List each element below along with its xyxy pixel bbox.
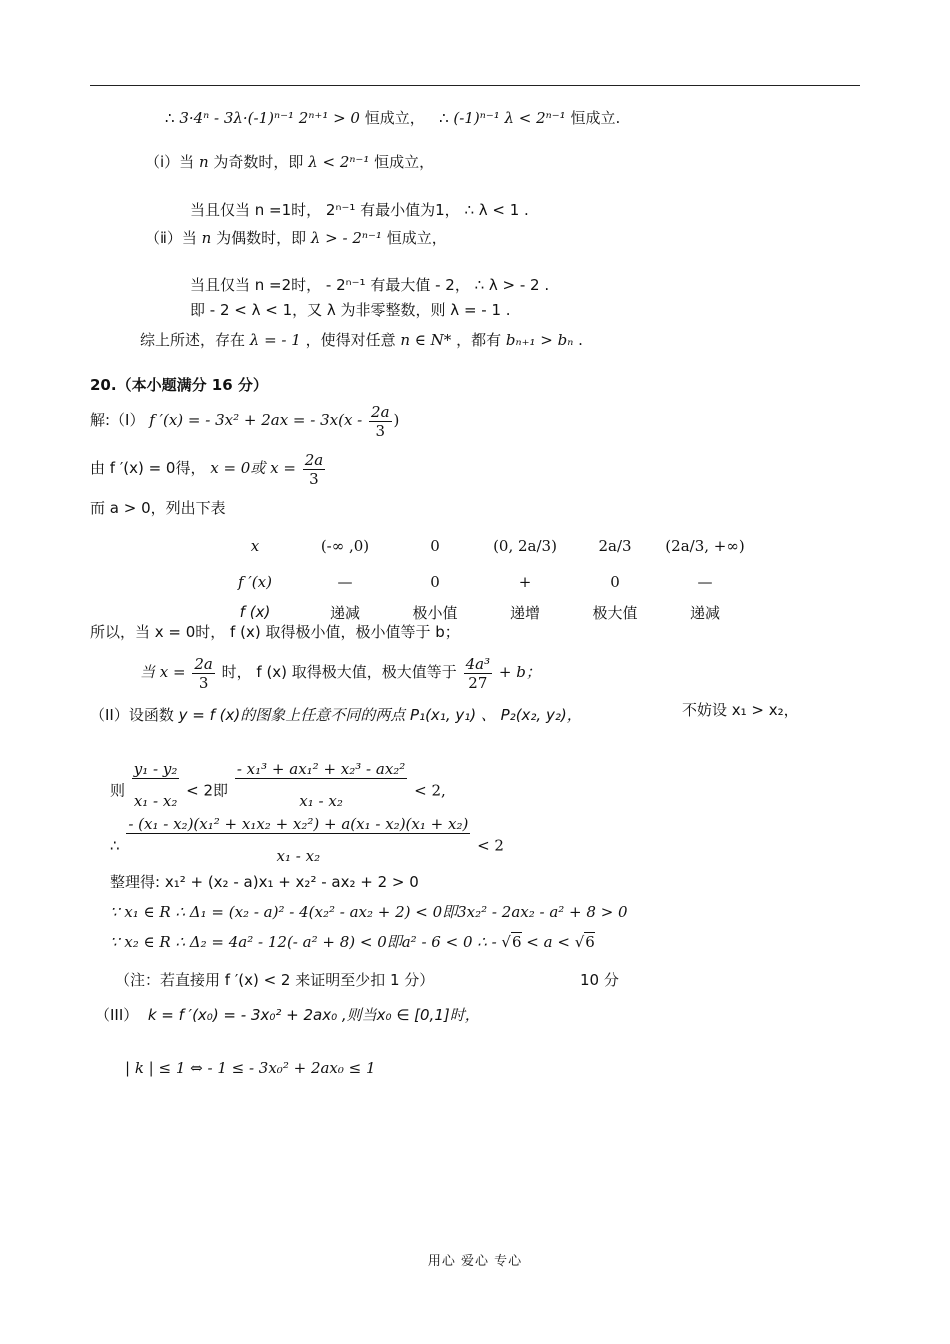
inequality-line-1 xyxy=(165,108,620,128)
table-cell xyxy=(390,537,480,555)
frac-num: y₁ - y₂ xyxy=(133,760,178,778)
case-ii-line xyxy=(145,228,447,248)
fraction-2a-3 xyxy=(303,451,326,488)
header-rule xyxy=(90,85,860,86)
close-paren: ) xyxy=(393,411,400,429)
case-ii-label: （ⅱ）当 xyxy=(145,229,197,247)
part2-rearranged: 整理得: x₁² + (x₂ - a)x₁ + x₂² - ax₂ + 2 > 0 xyxy=(110,873,419,891)
cell-text: (-∞ ,0) xyxy=(320,537,370,555)
fraction-factored xyxy=(126,815,470,878)
zeros-text: 由 f ′(x) = 0得， xyxy=(90,459,206,477)
max-text: 时， f (x) 取得极大值，极大值等于 xyxy=(221,663,457,681)
fraction-2a-3 xyxy=(192,655,215,692)
cell-text: x xyxy=(250,537,260,555)
part2-delta2: ∵ x₂ ∈ R ∴ Δ₂ = 4a² - 12(- a² + 8) < 0即a² - 6 < 0 ∴ - √6 < a < √6 xyxy=(110,933,595,951)
case-ii-tail: 恒成立， xyxy=(386,229,447,247)
sign-table xyxy=(210,525,770,627)
text: < 2 xyxy=(477,836,504,855)
table-row-derivative xyxy=(210,567,770,597)
text: 则 xyxy=(110,781,126,800)
solution-label: 解:（I） xyxy=(90,411,145,429)
case-i-label: （ⅰ）当 xyxy=(145,153,195,171)
cell-text: f ′(x) xyxy=(238,573,272,591)
inequality-b: (-1)ⁿ⁻¹ λ < 2ⁿ⁻¹ xyxy=(453,109,566,127)
part3-inequality xyxy=(125,1058,376,1078)
cell-text: — xyxy=(337,573,353,591)
case-i-inequality: λ < 2ⁿ⁻¹ xyxy=(308,153,370,171)
therefore-symbol: ∴ xyxy=(439,109,449,127)
summary-n: n ∈ N* xyxy=(400,331,452,349)
case-i-conclusion: 当且仅当 n =1时， 2ⁿ⁻¹ 有最小值为1， ∴ λ < 1 . xyxy=(190,201,529,219)
table-cell xyxy=(300,573,390,591)
part2-intro xyxy=(90,705,582,725)
cell-text: 0 xyxy=(610,573,620,591)
cell-text: 递减 xyxy=(689,603,720,622)
part3-label: （III） xyxy=(95,1006,139,1024)
therefore-symbol: ∴ xyxy=(110,836,120,855)
part1-derivative xyxy=(90,402,399,440)
cell-text: 极大值 xyxy=(592,603,638,622)
text: < 2即 xyxy=(186,781,229,800)
part2-label: （II）设函数 xyxy=(90,706,174,724)
cell-text: 0 xyxy=(430,537,440,555)
case-ii-inequality: λ > - 2ⁿ⁻¹ xyxy=(310,229,382,247)
table-cell xyxy=(570,602,660,623)
text-a: 恒成立， xyxy=(364,109,425,127)
case-i-tail: 恒成立， xyxy=(374,153,435,171)
case-ii-combined: 即 - 2 < λ < 1，又 λ 为非零整数，则 λ = - 1 . xyxy=(190,301,511,319)
table-cell xyxy=(480,537,570,555)
part2-text: y = f (x)的图象上任意不同的两点 P₁(x₁, y₁) 、 P₂(x₂, y₂)， xyxy=(178,706,582,724)
frac-den: x₁ - x₂ xyxy=(276,847,321,865)
part3-text: k = f ′(x₀) = - 3x₀² + 2ax₀ ,则当x₀ ∈ [0,1]时， xyxy=(147,1006,480,1024)
sqrt-6: 6 xyxy=(511,933,522,951)
table-cell xyxy=(480,573,570,591)
frac-den: x₁ - x₂ xyxy=(133,792,178,810)
frac-num: 2a xyxy=(194,654,213,673)
cell-text: 0 xyxy=(430,573,440,591)
summary-b: ，使得对任意 xyxy=(305,331,396,349)
cell-text: + xyxy=(518,573,532,591)
sqrt-6: 6 xyxy=(585,933,595,951)
delta2-text: ∵ x₂ ∈ R ∴ Δ₂ = 4a² - 12(- a² + 8) < 0即a² - 6 < 0 ∴ - xyxy=(110,933,497,951)
cell-text: f (x) xyxy=(239,603,271,621)
table-cell xyxy=(480,602,570,623)
max-expr-a: 当 x = xyxy=(140,663,186,681)
case-i-var: n xyxy=(198,153,209,171)
table-row-x xyxy=(210,525,770,567)
summary-d: . xyxy=(578,331,583,349)
condition-line: 而 a > 0，列出下表 xyxy=(90,499,226,517)
summary-c: ，都有 xyxy=(456,331,502,349)
frac-den: 27 xyxy=(468,673,488,692)
frac-num: - x₁³ + ax₁² + x₂³ - ax₂² xyxy=(236,760,406,778)
max-expr-c: + b； xyxy=(498,663,541,681)
part2-line1 xyxy=(110,760,446,823)
part3-ineq: | k | ≤ 1 ⇔ - 1 ≤ - 3x₀² + 2ax₀ ≤ 1 xyxy=(125,1059,376,1077)
text-b: 恒成立. xyxy=(570,109,621,127)
cell-text: — xyxy=(697,573,713,591)
part2-delta1 xyxy=(110,902,628,922)
zeros-line xyxy=(90,450,327,488)
derivative-expr: f ′(x) = - 3x² + 2ax = - 3x(x - xyxy=(149,411,363,429)
question-20-title: 20.（本小题满分 16 分） xyxy=(90,376,268,394)
frac-den: 3 xyxy=(198,673,209,692)
table-cell xyxy=(390,602,480,623)
fraction-2a-3 xyxy=(369,403,392,440)
case-i-text: 为奇数时，即 xyxy=(213,153,304,171)
fraction-slope xyxy=(132,760,180,823)
table-cell xyxy=(300,602,390,623)
frac-den: 3 xyxy=(375,421,386,440)
table-cell xyxy=(570,573,660,591)
part3-intro xyxy=(95,1005,480,1025)
summary-line xyxy=(140,330,583,350)
frac-num: 2a xyxy=(304,450,324,469)
table-cell xyxy=(660,573,750,591)
minimum-line: 所以，当 x = 0时， f (x) 取得极小值，极小值等于 b； xyxy=(90,623,460,641)
cell-text: (0, 2a/3) xyxy=(493,537,557,555)
table-cell xyxy=(660,602,750,623)
frac-num: 4a³ xyxy=(465,654,491,673)
table-cell xyxy=(300,537,390,555)
therefore-symbol: ∴ xyxy=(165,109,175,127)
inequality-a: 3·4ⁿ - 3λ·(-1)ⁿ⁻¹ 2ⁿ⁺¹ > 0 xyxy=(179,109,360,127)
table-cell xyxy=(210,537,300,555)
part2-assumption: 不妨设 x₁ > x₂， xyxy=(682,701,799,719)
summary-lambda: λ = - 1 xyxy=(249,331,301,349)
part2-note: （注：若直接用 f ′(x) < 2 来证明至少扣 1 分） xyxy=(115,971,435,989)
fraction-4a3-27 xyxy=(464,655,493,692)
table-cell xyxy=(210,603,300,621)
part2-line2 xyxy=(110,815,504,878)
case-ii-text: 为偶数时，即 xyxy=(216,229,307,247)
summary-inequality: bₙ₊₁ > bₙ xyxy=(505,331,574,349)
summary-a: 综上所述，存在 xyxy=(140,331,246,349)
cell-text: (2a/3, +∞) xyxy=(665,537,745,555)
text: < 2, xyxy=(414,781,446,800)
delta1-text: ∵ x₁ ∈ R ∴ Δ₁ = (x₂ - a)² - 4(x₂² - ax₂ + 2) < 0即3x₂² - 2ax₂ - a² + 8 > 0 xyxy=(110,903,628,921)
score-label: 10 分 xyxy=(580,971,619,989)
frac-num: - (x₁ - x₂)(x₁² + x₁x₂ + x₂²) + a(x₁ - x₂)(x₁ + x₂) xyxy=(128,815,469,833)
case-i-line xyxy=(145,152,434,172)
frac-den: 3 xyxy=(309,469,319,488)
cell-text: 递减 xyxy=(329,603,360,622)
cell-text: 递增 xyxy=(509,603,540,622)
table-cell xyxy=(210,573,300,591)
zeros-expr: x = 0或 x = xyxy=(210,459,296,477)
table-cell xyxy=(390,573,480,591)
case-ii-var: n xyxy=(201,229,212,247)
frac-den: x₁ - x₂ xyxy=(299,792,343,810)
frac-num: 2a xyxy=(371,402,390,421)
page-footer: 用心 爱心 专心 xyxy=(427,1254,523,1269)
cell-text: 2a/3 xyxy=(598,537,632,555)
table-cell xyxy=(570,537,660,555)
maximum-line xyxy=(140,652,541,692)
case-ii-conclusion: 当且仅当 n =2时， - 2ⁿ⁻¹ 有最大值 - 2， ∴ λ > - 2 . xyxy=(190,276,550,294)
delta2-text: < a < xyxy=(526,933,570,951)
fraction-expanded xyxy=(235,760,407,823)
cell-text: 极小值 xyxy=(412,603,458,622)
table-cell xyxy=(660,537,750,555)
